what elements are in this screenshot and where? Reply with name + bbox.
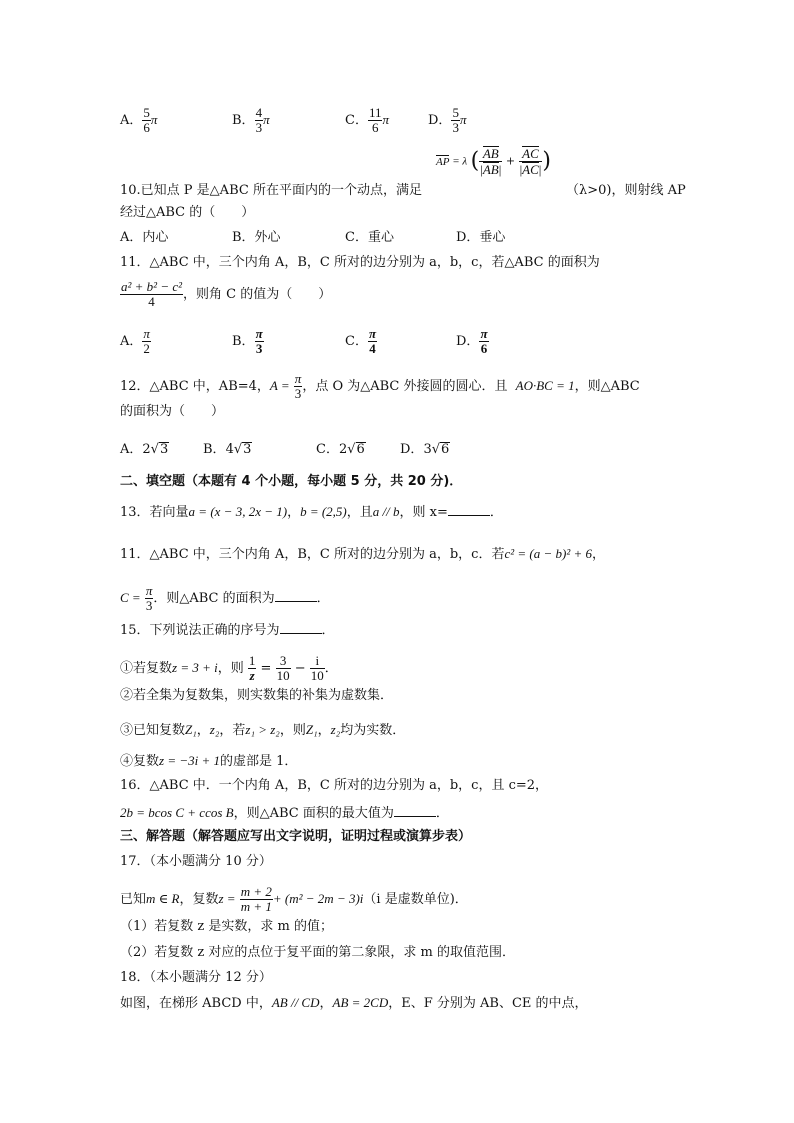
q11-stem-line2: $\frac{\text{a² + b² − c²}}{4}$ ，则角 C 的值为（ ） bbox=[121, 279, 332, 309]
section-2-title: 二、填空题（本题有 4 个小题，每小题 5 分，共 20 分)． bbox=[120, 474, 463, 489]
q14-answer-blank bbox=[275, 589, 317, 602]
q11-option-a: A． $\frac{\pi}{2}$ bbox=[120, 326, 150, 356]
q9-option-c: C． $\frac{11}{6}$ π bbox=[345, 105, 389, 135]
q17-part-2: （2）若复数 z 对应的点位于复平面的第二象限，求 m 的取值范围． bbox=[120, 945, 515, 960]
q15-stem: 15．下列说法正确的序号为 ． bbox=[120, 623, 335, 638]
q12-option-b: B．4√3 bbox=[203, 442, 252, 457]
q15-statement-1: ①若复数z = 3 + i，则 $\frac{1}{z}$ = $\frac{3}{10}$ − $\frac{i}{10}$ ． bbox=[120, 653, 338, 683]
q10-option-a: A．内心 bbox=[120, 230, 169, 245]
q11-option-c: C． $\frac{\pi}{4}$ bbox=[345, 326, 377, 356]
q15-statement-4: ④复数z = −3i + 1的虚部是 1． bbox=[120, 753, 298, 769]
q11-option-b: B． $\frac{\pi}{3}$ bbox=[232, 326, 263, 356]
q12-stem-line2: 的面积为（ ） bbox=[120, 404, 225, 419]
q13-answer-blank bbox=[448, 503, 490, 516]
q12-option-a: A．2√3 bbox=[120, 442, 169, 457]
q18-header: 18．（本小题满分 12 分） bbox=[120, 970, 272, 985]
q16-stem: 16．△ABC 中．一个内角 A，B，C 所对的边分别为 a，b，c，且 c=2， bbox=[120, 778, 549, 793]
q11-stem: 11．△ABC 中，三个内角 A，B，C 所对的边分别为 a，b，c，若△ABC 的面积为 bbox=[120, 255, 600, 270]
q15-statement-3: ③已知复数Z₁，z₂，若z₁ > z₂，则Z₁，z₂均为实数． bbox=[120, 722, 406, 738]
q17-stem: 已知m ∈ R，复数z = $\frac{m + 2}{m + 1}$ + (m² − 2m − 3)i（i 是虚数单位)． bbox=[120, 884, 468, 914]
q9-option-a: A． $\frac{5}{6}$ π bbox=[120, 105, 158, 135]
q10-option-b: B．外心 bbox=[232, 230, 281, 245]
q12-stem: 12．△ABC 中，AB=4，A = $\frac{\pi}{3}$ ，点 O 为△ABC 外接圆的圆心．且 AO·BC = 1，则△ABC bbox=[120, 371, 640, 401]
q10-option-d: D．垂心 bbox=[456, 230, 506, 245]
q15-statement-2: ②若全集为复数集，则实数集的补集为虚数集． bbox=[120, 688, 394, 703]
q14-stem-line2: C = $\frac{\pi}{3}$ ．则△ABC 的面积为 ． bbox=[120, 583, 330, 613]
q13-stem: 13．若向量a = (x − 3, 2x − 1)，b = (2,5)，且a // b，则 x= ． bbox=[120, 504, 503, 520]
q10-stem-tail: （λ>0)，则射线 AP bbox=[566, 183, 686, 198]
q15-answer-blank bbox=[280, 621, 322, 634]
section-3-title: 三、解答题（解答题应写出文字说明，证明过程或演算步表） bbox=[120, 829, 472, 844]
q10-stem-line2: 经过△ABC 的（ ） bbox=[120, 205, 255, 220]
q12-option-d: D．3√6 bbox=[400, 442, 450, 457]
q10-formula: AP = λ ( $\frac{AB}{|AB|}$ + $\frac{AC}{|AC|}$ ) bbox=[436, 146, 551, 177]
q9-option-d: D． $\frac{5}{3}$ π bbox=[428, 105, 467, 135]
q9-option-b: B． $\frac{4}{3}$ π bbox=[232, 105, 270, 135]
q14-stem: 11．△ABC 中，三个内角 A，B，C 所对的边分别为 a，b，c．若c² = (a − b)² + 6， bbox=[120, 546, 606, 562]
q17-part-1: （1）若复数 z 是实数，求 m 的值； bbox=[120, 919, 333, 934]
q18-stem: 如图，在梯形 ABCD 中，AB // CD，AB = 2CD，E、F 分别为 AB、CE 的中点， bbox=[120, 995, 588, 1011]
q11-option-d: D． $\frac{\pi}{6}$ bbox=[456, 326, 488, 356]
q12-option-c: C．2√6 bbox=[316, 442, 365, 457]
q10-stem: 10.已知点 P 是△ABC 所在平面内的一个动点，满足 bbox=[120, 183, 422, 198]
q10-option-c: C．重心 bbox=[345, 230, 394, 245]
q16-stem-line2: 2b = bcos C + ccos B，则△ABC 面积的最大值为 ． bbox=[120, 805, 449, 821]
q16-answer-blank bbox=[394, 804, 436, 817]
q17-header: 17．（本小题满分 10 分） bbox=[120, 854, 272, 869]
